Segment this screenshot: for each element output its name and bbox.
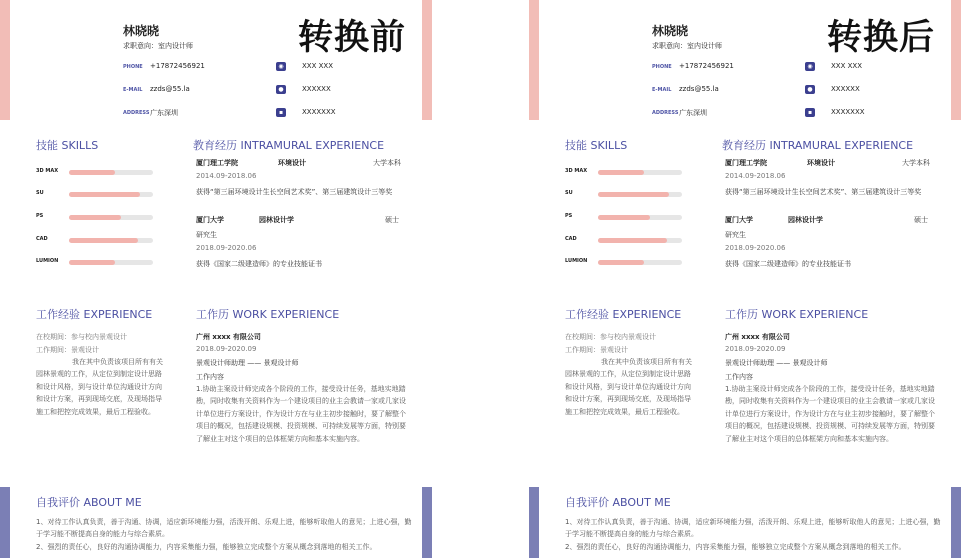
edu-school: 厦门大学 [725,216,753,224]
skill-bar-fill [69,170,115,175]
edu-award: 获得“第三届环境设计生长空间艺术奖”、第三届建筑设计三等奖 [725,188,922,196]
work-experience-title: 工作经验 EXPERIENCE [565,308,682,321]
weibo-value: XXX XXX [831,62,862,70]
work-content-paragraph: 1.协助主案设计师完成各个阶段的工作，接受设计任务，基地实地踏勘，同时收集有关资料作为一个建设项目的业主会教请一家或几家设计单位进行方案设计，作为设计方在与业主初步接触时，要了解整个项目的概况，包括建设规模、投资规模、可持续发展等方面，特别要了解业主对这个项目的总体框架方向和基本实施内容。 [196,385,406,443]
education-title: 教育经历 INTRAMURAL EXPERIENCE [722,139,914,152]
skill-name: CAD [565,236,577,242]
skill-name: CAD [36,236,48,242]
accent-bar-top-right [422,0,432,120]
work-line-job: 工作期间：景观设计 [36,346,99,354]
edu-extra: 研究生 [725,231,746,239]
about-me-item: 2、强烈的责任心，良好的沟通协调能力，内容采集能力强，能够独立完成整个方案从概念到落地的相关工作。 [565,543,906,551]
about-me-item: 2、强烈的责任心，良好的沟通协调能力，内容采集能力强，能够独立完成整个方案从概念到落地的相关工作。 [36,543,377,551]
skill-bar-fill [598,238,667,243]
work-date: 2018.09-2020.09 [725,345,786,353]
work-history-title: 工作历 WORK EXPERIENCE [725,308,869,321]
skills-title: 技能 SKILLS [565,139,628,152]
edu-major: 环境设计 [278,159,306,167]
wechat-icon: ▪ [805,108,815,117]
work-line-school: 在校期间：参与校内景观设计 [36,333,127,341]
wechat-icon: ▪ [276,108,286,117]
edu-award: 获得《国家二级建造师》的专业技能证书 [196,260,322,268]
edu-date: 2018.09-2020.06 [725,244,786,252]
skill-bar-fill [598,170,644,175]
skill-bar [598,215,682,220]
skill-bar [69,215,153,220]
work-role: 景观设计师助理 —— 景观设计师 [196,359,299,367]
skill-bar-fill [69,192,140,197]
skill-bar [69,192,153,197]
job-intent: 求职意向：室内设计师 [123,42,193,50]
edu-date: 2014.09-2018.06 [725,172,786,180]
work-content-label: 工作内容 [196,373,224,381]
email-value: zzds@55.la [679,85,719,93]
address-value: 广东深圳 [679,109,707,117]
skill-bar-fill [69,260,115,265]
edu-degree: 硕士 [385,216,399,224]
wechat-value: XXXXXXX [302,108,336,116]
edu-award: 获得“第三届环境设计生长空间艺术奖”、第三届建筑设计三等奖 [196,188,393,196]
education-title: 教育经历 INTRAMURAL EXPERIENCE [193,139,385,152]
work-history-title: 工作历 WORK EXPERIENCE [196,308,340,321]
resume-after-panel [529,0,961,558]
accent-bar-bottom-left [529,487,539,558]
edu-date: 2014.09-2018.06 [196,172,257,180]
edu-school: 厦门大学 [196,216,224,224]
weibo-value: XXX XXX [302,62,333,70]
edu-award: 获得《国家二级建造师》的专业技能证书 [725,260,851,268]
job-intent: 求职意向：室内设计师 [652,42,722,50]
skill-bar [69,170,153,175]
work-content-paragraph: 1.协助主案设计师完成各个阶段的工作，接受设计任务，基地实地踏勘，同时收集有关资料作为一个建设项目的业主会教请一家或几家设计单位进行方案设计，作为设计方在与业主初步接触时，要了解整个项目的概况，包括建设规模、投资规模、可持续发展等方面，特别要了解业主对这个项目的总体框架方向和基本实施内容。 [725,385,935,443]
work-content-label: 工作内容 [725,373,753,381]
about-me-item: 1、对待工作认真负责，善于沟通、协调，适应新环境能力强，活泼开朗、乐观上进，能够听取他人的意见；上进心强，勤于学习能不断提高自身的能力与综合素质。 [36,518,412,539]
company-name: 广州 xxxx 有限公司 [725,333,790,341]
email-label: E-MAIL [652,87,672,93]
edu-major: 园林设计学 [259,216,294,224]
edu-degree: 大学本科 [902,159,930,167]
work-summary-paragraph: 我在其中负责该项目所有有关园林景观的工作，从定位到制定设计思路和设计风格，到与设计单位沟通设计方向和设计方案，再到现场交底，及现场指导施工和把控完成效果，最后工程验收。 [565,358,692,416]
candidate-name: 林晓晓 [123,24,160,38]
weibo-icon: ◉ [805,62,815,71]
weibo-icon: ◉ [276,62,286,71]
skill-bar [598,260,682,265]
accent-bar-top-right [951,0,961,120]
company-name: 广州 xxxx 有限公司 [196,333,261,341]
skill-bar-fill [69,238,138,243]
about-me-title: 自我评价 ABOUT ME [565,496,671,509]
skill-bar [598,238,682,243]
skill-name: 3D MAX [565,168,588,174]
skill-bar-fill [598,260,644,265]
work-summary-paragraph: 我在其中负责该项目所有有关园林景观的工作，从定位到制定设计思路和设计风格，到与设计单位沟通设计方向和设计方案，再到现场交底，及现场指导施工和把控完成效果，最后工程验收。 [36,358,163,416]
skill-name: PS [565,213,573,219]
accent-bar-bottom-left [0,487,10,558]
work-line-job: 工作期间：景观设计 [565,346,628,354]
edu-major: 园林设计学 [788,216,823,224]
work-date: 2018.09-2020.09 [196,345,257,353]
email-value: zzds@55.la [150,85,190,93]
accent-bar-bottom-right [951,487,961,558]
work-line-school: 在校期间：参与校内景观设计 [565,333,656,341]
accent-bar-bottom-right [422,487,432,558]
skill-bar-fill [598,192,669,197]
qq-icon: ● [805,85,815,94]
work-role: 景观设计师助理 —— 景观设计师 [725,359,828,367]
edu-school: 厦门理工学院 [196,159,238,167]
edu-extra: 研究生 [196,231,217,239]
skill-name: SU [565,190,573,196]
phone-value: +17872456921 [150,62,205,70]
edu-major: 环境设计 [807,159,835,167]
skill-name: 3D MAX [36,168,59,174]
edu-school: 厦门理工学院 [725,159,767,167]
email-label: E-MAIL [123,87,143,93]
resume-before-panel [0,0,432,558]
wechat-value: XXXXXXX [831,108,865,116]
skill-name: SU [36,190,44,196]
version-badge: 转换前 [298,18,407,58]
skill-bar [598,170,682,175]
qq-value: XXXXXX [302,85,331,93]
address-label: ADDRESS [652,110,679,116]
qq-icon: ● [276,85,286,94]
version-badge: 转换后 [827,18,936,58]
edu-date: 2018.09-2020.06 [196,244,257,252]
edu-degree: 大学本科 [373,159,401,167]
about-me-item: 1、对待工作认真负责，善于沟通、协调，适应新环境能力强，活泼开朗、乐观上进，能够听取他人的意见；上进心强，勤于学习能不断提高自身的能力与综合素质。 [565,518,941,539]
skill-bar [598,192,682,197]
accent-bar-top-left [529,0,539,120]
skill-bar-fill [69,215,121,220]
phone-label: PHONE [652,64,672,70]
qq-value: XXXXXX [831,85,860,93]
candidate-name: 林晓晓 [652,24,689,38]
address-value: 广东深圳 [150,109,178,117]
skill-name: PS [36,213,44,219]
accent-bar-top-left [0,0,10,120]
skill-bar [69,238,153,243]
skills-title: 技能 SKILLS [36,139,99,152]
skill-name: LUMION [36,258,59,264]
phone-label: PHONE [123,64,143,70]
skill-bar [69,260,153,265]
skill-bar-fill [598,215,650,220]
address-label: ADDRESS [123,110,150,116]
edu-degree: 硕士 [914,216,928,224]
phone-value: +17872456921 [679,62,734,70]
skill-name: LUMION [565,258,588,264]
work-experience-title: 工作经验 EXPERIENCE [36,308,153,321]
about-me-title: 自我评价 ABOUT ME [36,496,142,509]
